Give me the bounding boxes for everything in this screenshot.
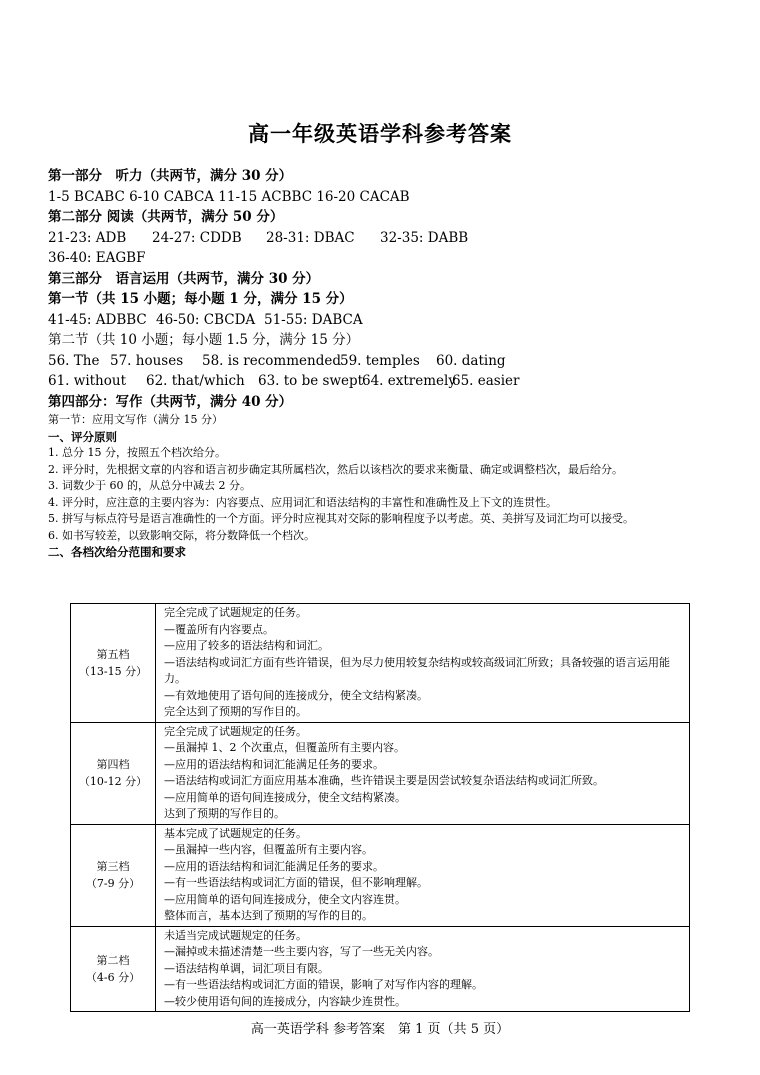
- section2-answer: 62. that/which: [146, 373, 245, 389]
- table-row: [71, 926, 690, 1012]
- level-line: —语法结构单调，词汇项目有限。: [164, 961, 329, 975]
- level-description: [156, 926, 690, 1012]
- section1-answer: 46-50: CBCDA: [156, 311, 256, 328]
- section2-answer: 58. is recommended: [202, 352, 341, 369]
- level-line: 未适当完成试题规定的任务。: [164, 928, 307, 942]
- level-line: —覆盖所有内容要点。: [164, 622, 274, 636]
- part2-answers-2: 36-40: EAGBF: [48, 250, 146, 266]
- level-cell: [71, 722, 156, 824]
- part1-answers: 1-5 BCABC 6-10 CABCA 11-15 ACBBC 16-20 CACAB: [48, 188, 410, 205]
- part3-section2-row2: [48, 371, 718, 392]
- level-line: —有效地使用了语句间的连接成分，使全文结构紧凑。: [164, 688, 428, 702]
- section2-answer: 63. to be swept: [258, 373, 364, 389]
- part3-section2-row1: [48, 351, 718, 372]
- answer-body: [48, 166, 718, 561]
- section2-answer: 60. dating: [436, 352, 506, 369]
- level-cell: [71, 824, 156, 926]
- part2-answer: 28-31: DBAC: [266, 229, 355, 246]
- level-line: —应用简单的语句间连接成分，使全文结构紧凑。: [164, 790, 406, 804]
- section2-answer: 57. houses: [110, 352, 184, 369]
- part3-heading: 第三部分 语言运用（共两节，满分 30 分）: [48, 270, 320, 287]
- section1-answer: 41-45: ADBBC: [48, 311, 147, 328]
- level-name: 第二档: [96, 953, 130, 967]
- level-line: —语法结构或词汇方面应用基本准确，些许错误主要是因尝试较复杂语法结构或词汇所致。: [164, 774, 604, 787]
- level-line: —虽漏掉 1、2 个次重点，但覆盖所有主要内容。: [164, 741, 405, 754]
- part3-section2-heading: 第二节（共 10 小题；每小题 1.5 分，满分 15 分）: [48, 332, 360, 348]
- page-title: 高一年级英语学科参考答案: [248, 121, 512, 146]
- level-line: 完全完成了试题规定的任务。: [164, 606, 307, 619]
- level-line: —虽漏掉一些内容，但覆盖所有主要内容。: [164, 843, 373, 856]
- principle-item: 2. 评分时，先根据文章的内容和语言初步确定其所属档次，然后以该档次的要求来衡量、确定或调整档次，最后给分。: [48, 462, 623, 476]
- level-line: 达到了预期的写作目的。: [164, 807, 285, 820]
- level-description: [156, 824, 690, 926]
- level-description: [156, 722, 690, 824]
- table-row: [71, 604, 690, 723]
- principle-item: 6. 如书写较差，以致影响交际，将分数降低一个档次。: [48, 528, 315, 542]
- table-row: [71, 824, 690, 926]
- level-range: （13-15 分）: [78, 664, 148, 678]
- level-line: —应用简单的语句间连接成分，使全文内容连贯。: [164, 892, 406, 906]
- part3-section1-heading: 第一节（共 15 小题；每小题 1 分，满分 15 分）: [48, 291, 353, 307]
- part2-answer: 21-23: ADB: [48, 229, 127, 246]
- level-range: （7-9 分）: [85, 877, 141, 890]
- level-range: （4-6 分）: [85, 970, 141, 984]
- part2-answers-row: [48, 228, 718, 249]
- principle-item: 4. 评分时，应注意的主要内容为：内容要点、应用词汇和语法结构的丰富性和准确性及上下文的连贯性。: [48, 495, 557, 509]
- range-heading: 二、各档次给分范围和要求: [48, 545, 186, 559]
- part4-heading: 第四部分：写作（共两节，满分 40 分）: [48, 393, 293, 410]
- level-line: —应用的语法结构和词汇能满足任务的要求。: [164, 757, 384, 771]
- grading-table: [70, 603, 690, 1012]
- level-line: —有一些语法结构或词汇方面的错误，影响了对写作内容的理解。: [164, 978, 483, 991]
- part3-section1-answers: [48, 310, 718, 331]
- principle-item: 3. 词数少于 60 的，从总分中减去 2 分。: [48, 479, 251, 492]
- level-line: —较少使用语句间的连接成分，内容缺少连贯性。: [164, 994, 406, 1008]
- level-line: 整体而言，基本达到了预期的写作的目的。: [164, 909, 373, 922]
- level-name: 第三档: [96, 860, 130, 873]
- level-name: 第四档: [96, 758, 130, 771]
- level-line: —应用的语法结构和词汇能满足任务的要求。: [164, 859, 384, 873]
- page-footer: 高一英语学科 参考答案 第 1 页（共 5 页）: [250, 1022, 510, 1037]
- level-line: 基本完成了试题规定的任务。: [164, 826, 307, 840]
- part2-heading: 第二部分 阅读（共两节，满分 50 分）: [48, 209, 284, 225]
- section2-answer: 64. extremely: [362, 373, 456, 389]
- section2-answer: 59. temples: [340, 352, 420, 369]
- level-line: 完全达到了预期的写作目的。: [164, 705, 307, 718]
- section2-answer: 56. The: [48, 352, 100, 369]
- level-range: （10-12 分）: [78, 775, 148, 788]
- table-row: [71, 722, 690, 824]
- level-line: 完全完成了试题规定的任务。: [164, 724, 307, 738]
- level-line: —应用了较多的语法结构和词汇。: [164, 639, 329, 652]
- principle-item: 5. 拼写与标点符号是语言准确性的一个方面。评分时应视其对交际的影响程度予以考虑。英、美拼写及词汇均可以接受。: [48, 512, 634, 525]
- level-line: —有一些语法结构或词汇方面的错误，但不影响理解。: [164, 876, 428, 889]
- part2-answer: 32-35: DABB: [380, 229, 469, 246]
- principle-item: 1. 总分 15 分，按照五个档次给分。: [48, 446, 226, 459]
- part2-answer: 24-27: CDDB: [152, 229, 242, 246]
- section2-answer: 61. without: [48, 373, 127, 389]
- part4-section1: 第一节：应用文写作（满分 15 分）: [48, 413, 223, 426]
- part1-heading: 第一部分 听力（共两节，满分 30 分）: [48, 168, 293, 184]
- section2-answer: 65. easier: [452, 373, 520, 389]
- level-description: [156, 604, 690, 723]
- principle-heading: 一、评分原则: [48, 429, 117, 444]
- level-cell: [71, 604, 156, 723]
- section1-answer: 51-55: DABCA: [264, 311, 363, 328]
- level-cell: [71, 926, 156, 1012]
- level-name: 第五档: [96, 647, 130, 661]
- level-line: —语法结构或词汇方面有些许错误，但为尽力使用较复杂结构或较高级词汇所致；具备较强的语言运用能力。: [164, 655, 670, 685]
- level-line: —漏掉或未描述清楚一些主要内容，写了一些无关内容。: [164, 945, 439, 958]
